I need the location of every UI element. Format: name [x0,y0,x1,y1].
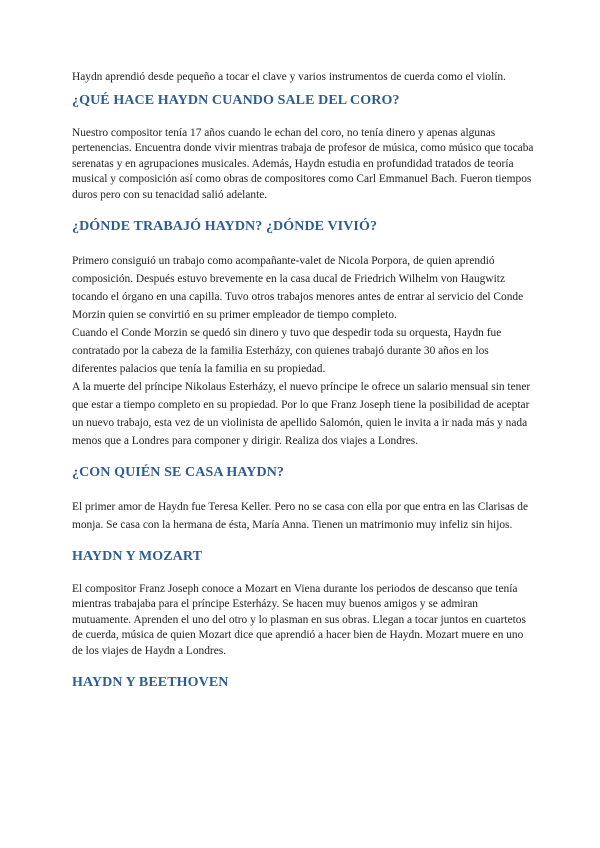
section-paragraph: Primero consiguió un trabajo como acompañante-valet de Nicola Porpora, de quien aprendió composición. Después estuvo brevemente en la casa ducal de Friedrich Wilhelm von Haugwitz tocando el órgano en una capilla. Tuvo otros trabajos menores antes de entrar al servicio del Conde Morzin quien se convirtió en su primer empleador de tiempo completo. [72,254,524,321]
section-mozart [72,548,534,660]
section-paragraph: Nuestro compositor tenía 17 años cuando le echan del coro, no tenía dinero y apenas algunas pertenencias. Encuentra donde vivir mientras trabaja de profesor de música, como músico que tocaba serenatas y en agrupaciones musicales. Además, Haydn estudia en profundidad tratados de teoría musical y composición así como obras de compositores como Carl Emmanuel Bach. Fueron tiempos duros pero con su tenacidad salió adelante. [72,126,534,201]
section-paragraph: El compositor Franz Joseph conoce a Mozart en Viena durante los periodos de descanso que tenía mientras trabajaba para el príncipe Esterházy. Se hacen muy buenos amigos y se admiran mutuamente. Aprenden el uno del otro y lo plasman en sus obras. Llegan a tocar juntos en cuartetos de cuerda, música de quien Mozart dice que aprendió a hacer bien de Haydn. Mozart muere en uno de los viajes de Haydn a Londres. [72,582,526,657]
section-trabajo [72,218,534,450]
section-casa [72,464,534,534]
section-beethoven [72,674,534,692]
section-body [72,252,534,450]
section-heading: ¿DÓNDE TRABAJÓ HAYDN? ¿DÓNDE VIVIÓ? [72,218,378,234]
section-body [72,498,534,534]
section-paragraph: A la muerte del príncipe Nikolaus Esterházy, el nuevo príncipe le ofrece un salario mensual sin tener que estar a tiempo completo en su propiedad. Por lo que Franz Joseph tiene la posibilidad de aceptar un nuevo trabajo, esta vez de un violinista de apellido Salomón, quien le invita a ir nada más y nada menos que a Londres para componer y dirigir. Realiza dos viajes a Londres. [72,380,531,447]
section-heading: HAYDN Y MOZART [72,548,203,564]
section-heading: ¿CON QUIÉN SE CASA HAYDN? [72,464,285,480]
document-content [72,70,534,708]
section-body [72,582,534,660]
section-paragraph: Cuando el Conde Morzin se quedó sin dinero y tuvo que despedir toda su orquesta, Haydn fue contratado por la cabeza de la familia Esterházy, con quienes trabajó durante 30 años en los diferentes palacios que tenía la familia en su propiedad. [72,326,502,375]
section-coro [72,92,534,204]
section-body [72,126,534,204]
section-heading: HAYDN Y BEETHOVEN [72,674,229,690]
intro-paragraph: Haydn aprendió desde pequeño a tocar el clave y varios instrumentos de cuerda como el violín. [72,71,506,83]
section-heading: ¿QUÉ HACE HAYDN CUANDO SALE DEL CORO? [72,92,400,108]
section-paragraph: El primer amor de Haydn fue Teresa Keller. Pero no se casa con ella por que entra en las Clarisas de monja. Se casa con la hermana de ésta, María Anna. Tienen un matrimonio muy infeliz sin hijos. [72,500,529,531]
